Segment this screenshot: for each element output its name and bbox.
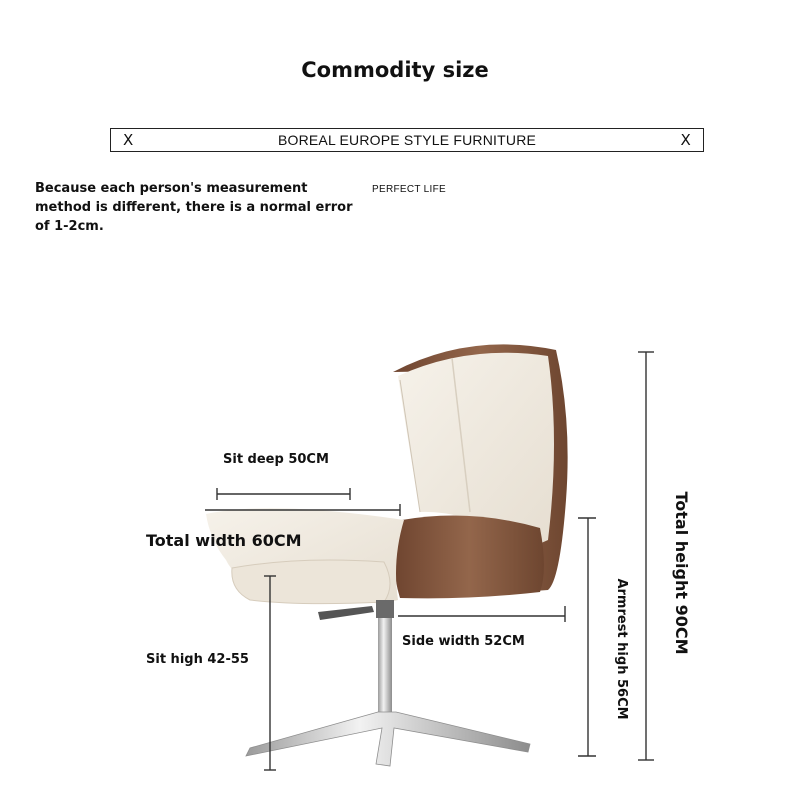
chair-seat <box>232 560 390 604</box>
star-base <box>246 712 530 766</box>
gas-lift <box>376 600 394 618</box>
armrest-high-label: Armrest high 56CM <box>614 578 629 720</box>
sit-high-label: Sit high 42-55 <box>146 652 249 667</box>
total-width-label: Total width 60CM <box>146 531 302 550</box>
measurement-note: Because each person's measurement method is different, there is a normal error of 1-2cm. <box>35 181 353 234</box>
page-title: Commodity size <box>301 58 489 82</box>
height-lever <box>318 606 374 620</box>
total-height-label: Total height 90CM <box>672 491 691 655</box>
banner-text: BOREAL EUROPE STYLE FURNITURE <box>277 132 537 148</box>
chair-side-panel <box>394 516 544 599</box>
banner-right-mark: X <box>680 131 691 149</box>
side-width-label: Side width 52CM <box>402 634 525 649</box>
tagline: PERFECT LIFE <box>372 184 446 195</box>
sit-deep-label: Sit deep 50CM <box>223 452 329 467</box>
banner-left-mark: X <box>123 131 134 149</box>
